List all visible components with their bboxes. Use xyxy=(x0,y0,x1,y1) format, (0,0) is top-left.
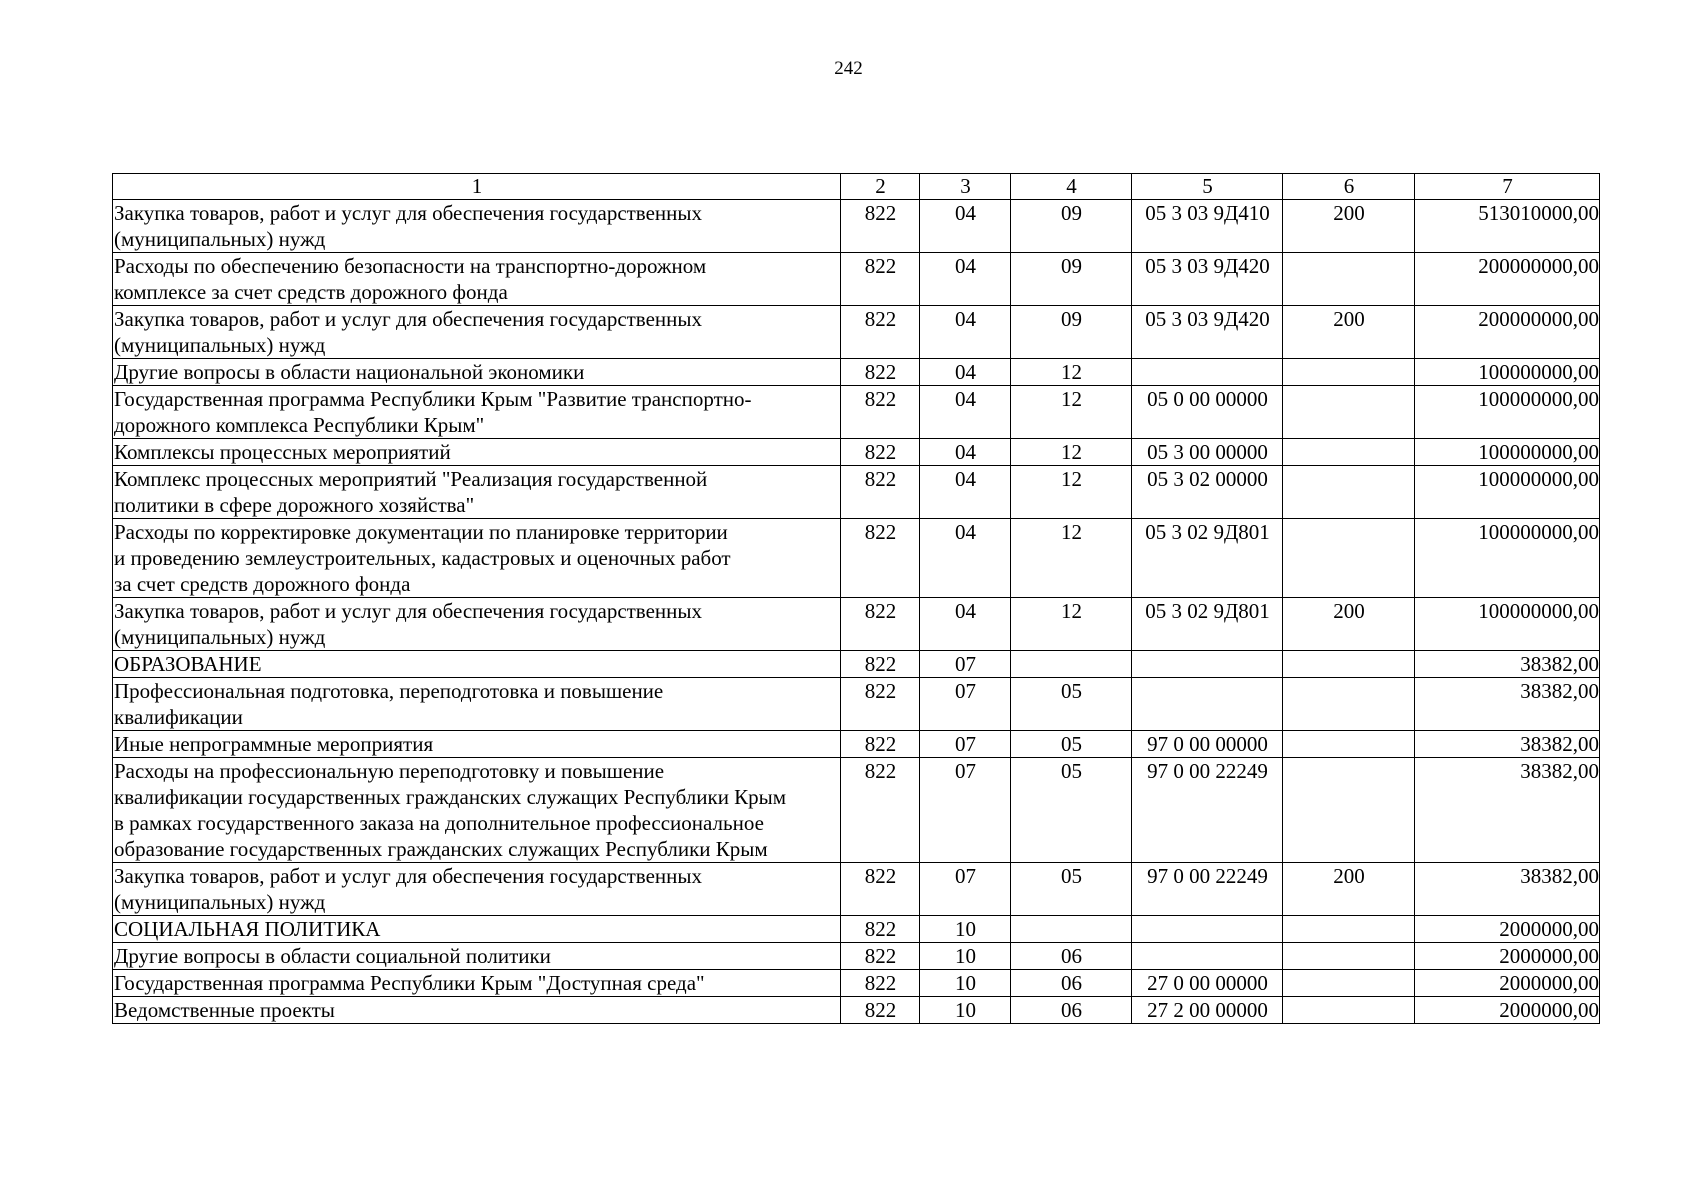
cell-section: 04 xyxy=(920,359,1011,386)
table-row xyxy=(113,359,1600,386)
cell-subsection: 12 xyxy=(1011,386,1132,439)
cell-target-item: 05 3 02 00000 xyxy=(1132,466,1283,519)
table-row xyxy=(113,997,1600,1024)
cell-section: 10 xyxy=(920,997,1011,1024)
cell-subsection: 12 xyxy=(1011,466,1132,519)
cell-item-name xyxy=(113,678,841,731)
cell-expense-type xyxy=(1283,997,1415,1024)
item-name-line: Закупка товаров, работ и услуг для обеспечения государственных xyxy=(114,599,703,623)
cell-amount: 2000000,00 xyxy=(1415,916,1600,943)
item-name-line: квалификации государственных гражданских служащих Республики Крым xyxy=(114,785,787,809)
cell-subsection: 09 xyxy=(1011,200,1132,253)
cell-subsection xyxy=(1011,916,1132,943)
item-name-line: политики в сфере дорожного хозяйства" xyxy=(114,493,475,517)
cell-item-name xyxy=(113,731,841,758)
cell-chapter-code: 822 xyxy=(841,970,920,997)
item-name-line: квалификации xyxy=(114,705,243,729)
cell-target-item: 27 2 00 00000 xyxy=(1132,997,1283,1024)
cell-chapter-code: 822 xyxy=(841,519,920,598)
item-name-line: Профессиональная подготовка, переподготовка и повышение xyxy=(114,679,664,703)
cell-subsection: 09 xyxy=(1011,253,1132,306)
cell-chapter-code: 822 xyxy=(841,651,920,678)
item-name-line: СОЦИАЛЬНАЯ ПОЛИТИКА xyxy=(114,917,381,941)
cell-expense-type: 200 xyxy=(1283,598,1415,651)
cell-section: 07 xyxy=(920,651,1011,678)
cell-amount: 513010000,00 xyxy=(1415,200,1600,253)
cell-amount: 200000000,00 xyxy=(1415,253,1600,306)
item-name-line: Расходы на профессиональную переподготовку и повышение xyxy=(114,759,665,783)
cell-item-name xyxy=(113,758,841,863)
item-name-line: образование государственных гражданских служащих Республики Крым xyxy=(114,837,768,861)
cell-amount: 38382,00 xyxy=(1415,678,1600,731)
cell-section: 10 xyxy=(920,916,1011,943)
cell-subsection: 05 xyxy=(1011,731,1132,758)
table-row xyxy=(113,466,1600,519)
cell-item-name xyxy=(113,997,841,1024)
cell-section: 04 xyxy=(920,519,1011,598)
cell-section: 04 xyxy=(920,253,1011,306)
item-name-line: (муниципальных) нужд xyxy=(114,890,326,914)
cell-target-item: 05 3 03 9Д410 xyxy=(1132,200,1283,253)
item-name-line: Расходы по обеспечению безопасности на транспортно-дорожном xyxy=(114,254,707,278)
cell-subsection: 12 xyxy=(1011,439,1132,466)
item-name-line: в рамках государственного заказа на дополнительное профессиональное xyxy=(114,811,764,835)
cell-chapter-code: 822 xyxy=(841,306,920,359)
table-row xyxy=(113,519,1600,598)
cell-target-item xyxy=(1132,943,1283,970)
column-header: 2 xyxy=(841,174,920,200)
cell-amount: 38382,00 xyxy=(1415,651,1600,678)
cell-expense-type xyxy=(1283,519,1415,598)
cell-expense-type: 200 xyxy=(1283,863,1415,916)
table-row xyxy=(113,598,1600,651)
cell-item-name xyxy=(113,651,841,678)
column-header: 3 xyxy=(920,174,1011,200)
cell-section: 07 xyxy=(920,678,1011,731)
table-row xyxy=(113,731,1600,758)
cell-amount: 38382,00 xyxy=(1415,758,1600,863)
item-name-line: Ведомственные проекты xyxy=(114,998,335,1022)
column-header: 5 xyxy=(1132,174,1283,200)
table-body xyxy=(113,200,1600,1024)
table-row xyxy=(113,386,1600,439)
cell-amount: 38382,00 xyxy=(1415,863,1600,916)
cell-item-name xyxy=(113,253,841,306)
item-name-line: за счет средств дорожного фонда xyxy=(114,572,411,596)
table-row xyxy=(113,306,1600,359)
cell-chapter-code: 822 xyxy=(841,863,920,916)
table-row xyxy=(113,651,1600,678)
cell-subsection: 06 xyxy=(1011,943,1132,970)
cell-chapter-code: 822 xyxy=(841,598,920,651)
cell-expense-type xyxy=(1283,439,1415,466)
cell-chapter-code: 822 xyxy=(841,943,920,970)
cell-section: 04 xyxy=(920,466,1011,519)
cell-section: 10 xyxy=(920,970,1011,997)
table-row xyxy=(113,943,1600,970)
cell-item-name xyxy=(113,943,841,970)
cell-subsection: 12 xyxy=(1011,359,1132,386)
cell-expense-type: 200 xyxy=(1283,306,1415,359)
cell-section: 04 xyxy=(920,439,1011,466)
cell-expense-type xyxy=(1283,466,1415,519)
item-name-line: Закупка товаров, работ и услуг для обеспечения государственных xyxy=(114,864,703,888)
item-name-line: Государственная программа Республики Крым "Доступная среда" xyxy=(114,971,705,995)
cell-chapter-code: 822 xyxy=(841,359,920,386)
cell-amount: 2000000,00 xyxy=(1415,970,1600,997)
cell-subsection: 05 xyxy=(1011,863,1132,916)
item-name-line: (муниципальных) нужд xyxy=(114,625,326,649)
cell-subsection: 09 xyxy=(1011,306,1132,359)
table-row xyxy=(113,253,1600,306)
cell-subsection: 06 xyxy=(1011,970,1132,997)
cell-chapter-code: 822 xyxy=(841,253,920,306)
cell-target-item: 97 0 00 00000 xyxy=(1132,731,1283,758)
cell-subsection: 05 xyxy=(1011,678,1132,731)
cell-amount: 2000000,00 xyxy=(1415,997,1600,1024)
cell-expense-type xyxy=(1283,916,1415,943)
cell-expense-type xyxy=(1283,386,1415,439)
cell-amount: 100000000,00 xyxy=(1415,519,1600,598)
table-row xyxy=(113,916,1600,943)
budget-table xyxy=(112,173,1600,1024)
cell-item-name xyxy=(113,863,841,916)
cell-amount: 38382,00 xyxy=(1415,731,1600,758)
cell-expense-type xyxy=(1283,970,1415,997)
cell-chapter-code: 822 xyxy=(841,997,920,1024)
cell-expense-type xyxy=(1283,359,1415,386)
cell-section: 07 xyxy=(920,758,1011,863)
cell-target-item: 97 0 00 22249 xyxy=(1132,758,1283,863)
cell-target-item xyxy=(1132,359,1283,386)
cell-target-item: 97 0 00 22249 xyxy=(1132,863,1283,916)
item-name-line: и проведению землеустроительных, кадастровых и оценочных работ xyxy=(114,546,731,570)
item-name-line: Расходы по корректировке документации по планировке территории xyxy=(114,520,728,544)
cell-item-name xyxy=(113,970,841,997)
cell-item-name xyxy=(113,200,841,253)
cell-target-item: 05 0 00 00000 xyxy=(1132,386,1283,439)
cell-expense-type xyxy=(1283,943,1415,970)
cell-expense-type xyxy=(1283,651,1415,678)
cell-section: 10 xyxy=(920,943,1011,970)
item-name-line: дорожного комплекса Республики Крым" xyxy=(114,413,485,437)
cell-item-name xyxy=(113,439,841,466)
cell-item-name xyxy=(113,466,841,519)
item-name-line: Закупка товаров, работ и услуг для обеспечения государственных xyxy=(114,307,703,331)
cell-chapter-code: 822 xyxy=(841,466,920,519)
cell-expense-type xyxy=(1283,678,1415,731)
cell-target-item: 05 3 02 9Д801 xyxy=(1132,519,1283,598)
cell-subsection: 12 xyxy=(1011,598,1132,651)
cell-item-name xyxy=(113,306,841,359)
cell-target-item: 05 3 03 9Д420 xyxy=(1132,306,1283,359)
cell-amount: 100000000,00 xyxy=(1415,598,1600,651)
cell-chapter-code: 822 xyxy=(841,386,920,439)
cell-subsection xyxy=(1011,651,1132,678)
cell-chapter-code: 822 xyxy=(841,916,920,943)
item-name-line: Комплексы процессных мероприятий xyxy=(114,440,451,464)
cell-section: 04 xyxy=(920,598,1011,651)
cell-chapter-code: 822 xyxy=(841,678,920,731)
column-header: 7 xyxy=(1415,174,1600,200)
item-name-line: комплексе за счет средств дорожного фонда xyxy=(114,280,508,304)
item-name-line: ОБРАЗОВАНИЕ xyxy=(114,652,262,676)
cell-item-name xyxy=(113,386,841,439)
cell-target-item: 27 0 00 00000 xyxy=(1132,970,1283,997)
cell-item-name xyxy=(113,519,841,598)
cell-chapter-code: 822 xyxy=(841,758,920,863)
cell-item-name xyxy=(113,598,841,651)
cell-target-item xyxy=(1132,651,1283,678)
item-name-line: (муниципальных) нужд xyxy=(114,333,326,357)
item-name-line: Закупка товаров, работ и услуг для обеспечения государственных xyxy=(114,201,703,225)
cell-section: 04 xyxy=(920,306,1011,359)
cell-target-item: 05 3 00 00000 xyxy=(1132,439,1283,466)
cell-amount: 100000000,00 xyxy=(1415,466,1600,519)
table-row xyxy=(113,678,1600,731)
cell-chapter-code: 822 xyxy=(841,200,920,253)
cell-item-name xyxy=(113,916,841,943)
cell-chapter-code: 822 xyxy=(841,439,920,466)
table-row xyxy=(113,439,1600,466)
item-name-line: Иные непрограммные мероприятия xyxy=(114,732,434,756)
cell-section: 07 xyxy=(920,731,1011,758)
cell-amount: 2000000,00 xyxy=(1415,943,1600,970)
cell-section: 04 xyxy=(920,386,1011,439)
cell-amount: 100000000,00 xyxy=(1415,439,1600,466)
cell-subsection: 05 xyxy=(1011,758,1132,863)
column-header: 6 xyxy=(1283,174,1415,200)
column-header: 1 xyxy=(113,174,841,200)
item-name-line: Комплекс процессных мероприятий "Реализация государственной xyxy=(114,467,708,491)
cell-target-item: 05 3 02 9Д801 xyxy=(1132,598,1283,651)
table-row xyxy=(113,200,1600,253)
cell-amount: 100000000,00 xyxy=(1415,386,1600,439)
table-row xyxy=(113,970,1600,997)
cell-expense-type xyxy=(1283,253,1415,306)
table-row xyxy=(113,863,1600,916)
item-name-line: Другие вопросы в области национальной экономики xyxy=(114,360,585,384)
cell-chapter-code: 822 xyxy=(841,731,920,758)
cell-expense-type xyxy=(1283,731,1415,758)
page-number: 242 xyxy=(834,58,863,79)
cell-target-item xyxy=(1132,916,1283,943)
cell-subsection: 12 xyxy=(1011,519,1132,598)
cell-section: 04 xyxy=(920,200,1011,253)
item-name-line: (муниципальных) нужд xyxy=(114,227,326,251)
item-name-line: Государственная программа Республики Крым "Развитие транспортно- xyxy=(114,387,752,411)
item-name-line: Другие вопросы в области социальной политики xyxy=(114,944,551,968)
cell-amount: 100000000,00 xyxy=(1415,359,1600,386)
cell-expense-type xyxy=(1283,758,1415,863)
column-header: 4 xyxy=(1011,174,1132,200)
header-row xyxy=(113,174,1600,200)
table-row xyxy=(113,758,1600,863)
cell-target-item: 05 3 03 9Д420 xyxy=(1132,253,1283,306)
cell-amount: 200000000,00 xyxy=(1415,306,1600,359)
cell-item-name xyxy=(113,359,841,386)
cell-expense-type: 200 xyxy=(1283,200,1415,253)
cell-section: 07 xyxy=(920,863,1011,916)
cell-target-item xyxy=(1132,678,1283,731)
cell-subsection: 06 xyxy=(1011,997,1132,1024)
